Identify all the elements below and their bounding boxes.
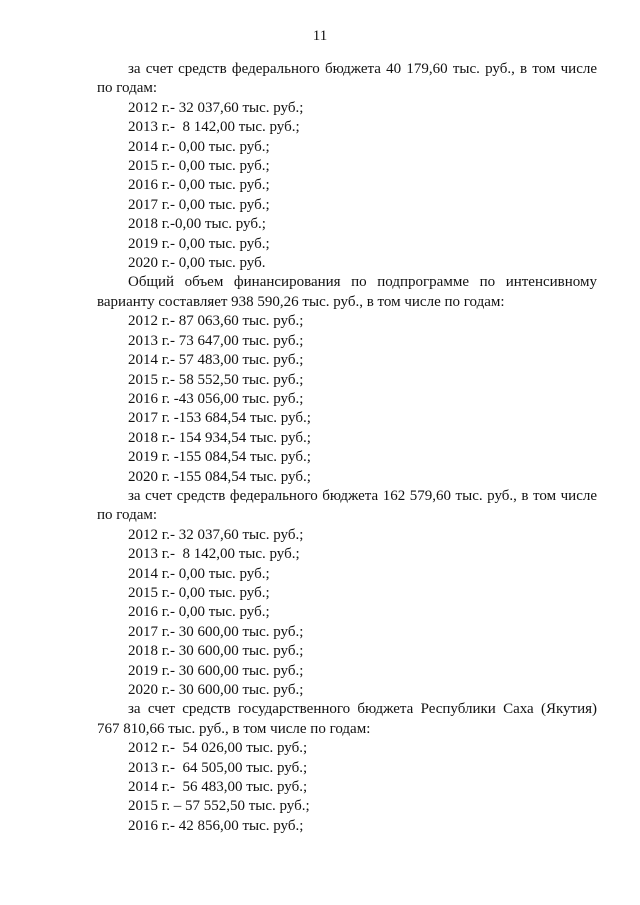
year-line: 2019 г.- 0,00 тыс. руб.; xyxy=(128,235,270,252)
year-line: 2016 г.- 42 856,00 тыс. руб.; xyxy=(128,817,304,834)
federal-budget-intensive-paragraph: за счет средств федерального бюджета 162 579,60 тыс. руб., в том числе по годам: xyxy=(97,487,597,524)
total-funding-years-list xyxy=(97,312,597,487)
year-line: 2013 г.- 8 142,00 тыс. руб.; xyxy=(128,119,300,136)
republic-budget-paragraph: за счет средств государственного бюджета Республики Саха (Якутия) 767 810,66 тыс. руб., в том числе по годам: xyxy=(97,701,597,737)
year-line: 2015 г. – 57 552,50 тыс. руб.; xyxy=(128,798,310,815)
year-line: 2016 г.- 0,00 тыс. руб.; xyxy=(128,177,270,194)
republic-budget-years-list xyxy=(97,739,597,836)
year-line: 2013 г.- 64 505,00 тыс. руб.; xyxy=(128,759,308,776)
year-line: 2020 г.- 0,00 тыс. руб. xyxy=(128,255,266,272)
federal-budget-intensive-years-list xyxy=(97,526,597,701)
year-line: 2012 г.- 32 037,60 тыс. руб.; xyxy=(128,526,304,543)
year-line: 2016 г.- 0,00 тыс. руб.; xyxy=(128,604,270,621)
year-line: 2018 г.-0,00 тыс. руб.; xyxy=(128,216,266,233)
year-line: 2013 г.- 8 142,00 тыс. руб.; xyxy=(128,546,300,563)
year-line: 2016 г. -43 056,00 тыс. руб.; xyxy=(128,390,304,407)
year-line: 2012 г.- 54 026,00 тыс. руб.; xyxy=(128,740,308,757)
year-line: 2017 г.- 0,00 тыс. руб.; xyxy=(128,196,270,213)
year-line: 2017 г.- 30 600,00 тыс. руб.; xyxy=(128,623,304,640)
year-line: 2012 г.- 87 063,60 тыс. руб.; xyxy=(128,313,304,330)
document-body xyxy=(97,60,597,836)
year-line: 2014 г.- 57 483,00 тыс. руб.; xyxy=(128,352,304,369)
year-line: 2015 г.- 58 552,50 тыс. руб.; xyxy=(128,371,304,388)
federal-budget-years-list xyxy=(97,99,597,274)
year-line: 2019 г.- 30 600,00 тыс. руб.; xyxy=(128,662,304,679)
year-line: 2012 г.- 32 037,60 тыс. руб.; xyxy=(128,99,304,116)
year-line: 2014 г.- 0,00 тыс. руб.; xyxy=(128,138,270,155)
federal-budget-paragraph: за счет средств федерального бюджета 40 179,60 тыс. руб., в том числе по годам: xyxy=(97,61,597,97)
total-funding-paragraph: Общий объем финансирования по подпрограмме по интенсивному варианту составляет 938 590,26 тыс. руб., в том числе по годам: xyxy=(97,274,597,310)
year-line: 2018 г.- 154 934,54 тыс. руб.; xyxy=(128,429,311,446)
year-line: 2019 г. -155 084,54 тыс. руб.; xyxy=(128,449,311,466)
year-line: 2020 г.- 30 600,00 тыс. руб.; xyxy=(128,682,304,698)
year-line: 2015 г.- 0,00 тыс. руб.; xyxy=(128,584,270,601)
year-line: 2017 г. -153 684,54 тыс. руб.; xyxy=(128,410,311,427)
year-line: 2013 г.- 73 647,00 тыс. руб.; xyxy=(128,332,304,349)
year-line: 2014 г.- 56 483,00 тыс. руб.; xyxy=(128,779,308,796)
year-line: 2014 г.- 0,00 тыс. руб.; xyxy=(128,565,270,582)
year-line: 2015 г.- 0,00 тыс. руб.; xyxy=(128,158,270,175)
year-line: 2018 г.- 30 600,00 тыс. руб.; xyxy=(128,643,304,660)
page-number: 11 xyxy=(312,28,328,44)
year-line: 2020 г. -155 084,54 тыс. руб.; xyxy=(128,468,311,485)
